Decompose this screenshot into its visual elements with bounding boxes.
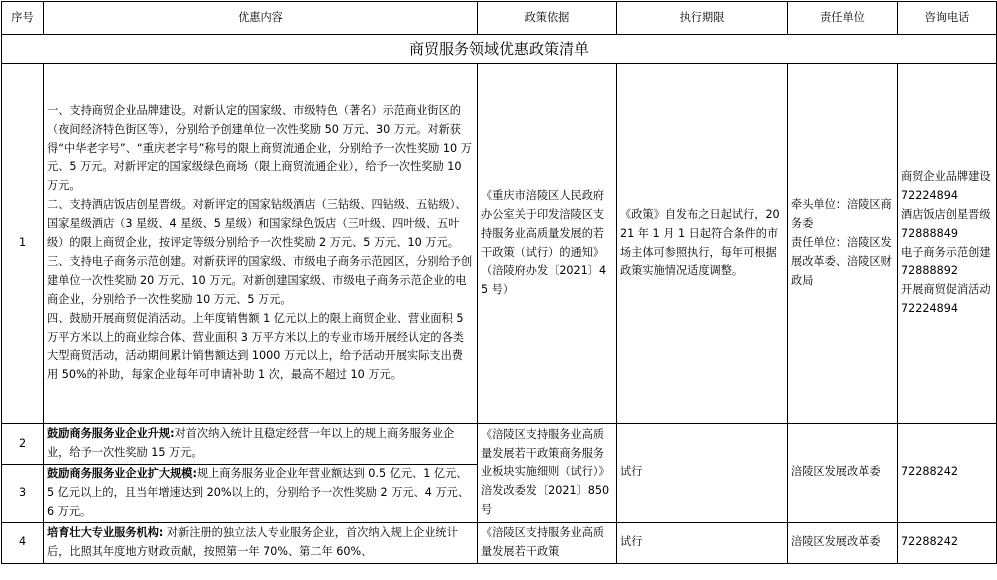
content-paragraph: 四、鼓励开展商贸促消活动。上年度销售额 1 亿元以上的限上商贸企业、营业面积 5 万平方米以上的商业综合体、营业面积 3 万平方米以上的专业市场开展经认定的各类大型商贸活动，活动期间累计销售额达到 1000 万元以上，给予活动开展实际支出费用 50%的补助，每家企业每年可申请补助 1 次，最高不超过 10 万元。 [47,311,464,382]
content-text: 对新注册的独立法人专业服务企业，首次纳入规上企业统计后，比照其年度地方财政贡献，按照第一年 70%、第二年 60%、 [47,525,458,558]
phone-label: 酒店饭店创星晋级 [901,207,991,221]
content-cell [44,522,478,563]
phone-label: 电子商务示范创建 [901,245,991,259]
basis-cell: 《重庆市涪陵区人民政府办公室关于印发涪陵区支持服务业高质量发展的若干政策（试行）的通知》（涪陵府办发〔2021〕45 号） [478,64,617,424]
header-phone: 咨询电话 [898,2,997,35]
header-unit: 责任单位 [788,2,898,35]
period-cell: 试行 [617,522,788,563]
phone-label: 开展商贸促消活动 [901,283,991,297]
content-heading: 鼓励商务服务业企业扩大规模: [47,467,197,480]
content-clip [47,524,474,562]
content-text: 对首次纳入统计且稳定经营一年以上的规上商务服务业企业，给予一次性奖励 15 万元。 [47,427,455,459]
unit-cell: 涪陵区发展改革委 [788,424,898,523]
phone-cell: 72288242 [898,522,997,563]
content-text: 规上商务服务业企业年营业额达到 0.5 亿元、1 亿元、5 亿元以上的，且当年增速达到 20%以上的，分别给予一次性奖励 2 万元、4 万元、6 万元。 [47,467,470,518]
header-period: 执行期限 [617,2,788,35]
content-paragraph: 二、支持酒店饭店创星晋级。对新评定的国家钻级酒店（三钻级、四钻级、五钻级）、国家星级酒店（3 星级、4 星级、5 星级）和国家绿色饭店（三叶级、四叶级、五叶级）的限上商贸企业，按评定等级分别给予一次性奖励 2 万元、5 万元、10 万元。 [47,198,467,250]
content-cell [44,64,478,424]
period-cell: 试行 [617,424,788,523]
row-number: 3 [2,465,44,523]
policy-table [1,1,997,564]
responsible-unit: 责任单位：涪陵区发展改革委、涪陵区财政局 [791,236,892,287]
header-content: 优惠内容 [44,2,478,35]
section-title: 商贸服务领域优惠政策清单 [2,35,997,64]
header-basis: 政策依据 [478,2,617,35]
basis-clip: 《涪陵区支持服务业高质量发展若干政策 [481,525,605,558]
content-paragraph: 三、支持电子商务示范创建。对新获评的国家级、市级电子商务示范园区，分别给予创建单位一次性奖励 20 万元、10 万元。对新创建国家级、市级电子商务示范企业的电商企业，分别给予一次性奖励 10 万元、5 万元。 [47,254,473,306]
content-cell [44,424,478,465]
header-no: 序号 [2,2,44,35]
content-cell [44,465,478,523]
basis-cell [478,522,617,563]
phone-label: 商贸企业品牌建设 [901,169,991,183]
period-cell: 《政策》自发布之日起试行，2021 年 1 月 1 日起符合条件的市场主体可参照执行，每年可根据政策实施情况适度调整。 [617,64,788,424]
row-number: 2 [2,424,44,465]
content-paragraph: 一、支持商贸企业品牌建设。对新认定的国家级、市级特色（著名）示范商业街区的（夜间经济特色街区等），分别给予创建单位一次性奖励 50 万元、30 万元。对新获得“中华老字号”、“重庆老字号”称号的限上商贸流通企业，分别给予一次性奖励 10 万元、5 万元。对新评定的国家级绿色商场（限上商贸流通企业），给予一次性奖励 10 万元。 [47,103,472,193]
content-heading: 培育壮大专业服务机构: [47,525,164,539]
table-row [2,64,997,424]
unit-cell: 涪陵区发展改革委 [788,522,898,563]
section-title-row [2,35,997,64]
table-row [2,424,997,465]
unit-cell [788,64,898,424]
row-number: 1 [2,64,44,424]
header-row [2,2,997,35]
row-number: 4 [2,522,44,563]
basis-cell: 《涪陵区支持服务业高质量发展若干政策商务服务业板块实施细则（试行）》涪发改委发〔2021〕850 号 [478,424,617,523]
content-heading: 鼓励商务服务业企业升规: [47,427,175,441]
phone-number: 72888849 [901,226,958,240]
phone-cell [898,64,997,424]
phone-cell: 72288242 [898,424,997,523]
phone-number: 72224894 [901,188,958,202]
lead-unit: 牵头单位：涪陵区商务委 [791,198,892,231]
table-row [2,522,997,563]
phone-number: 72224894 [901,302,958,316]
phone-number: 72888892 [901,264,958,278]
